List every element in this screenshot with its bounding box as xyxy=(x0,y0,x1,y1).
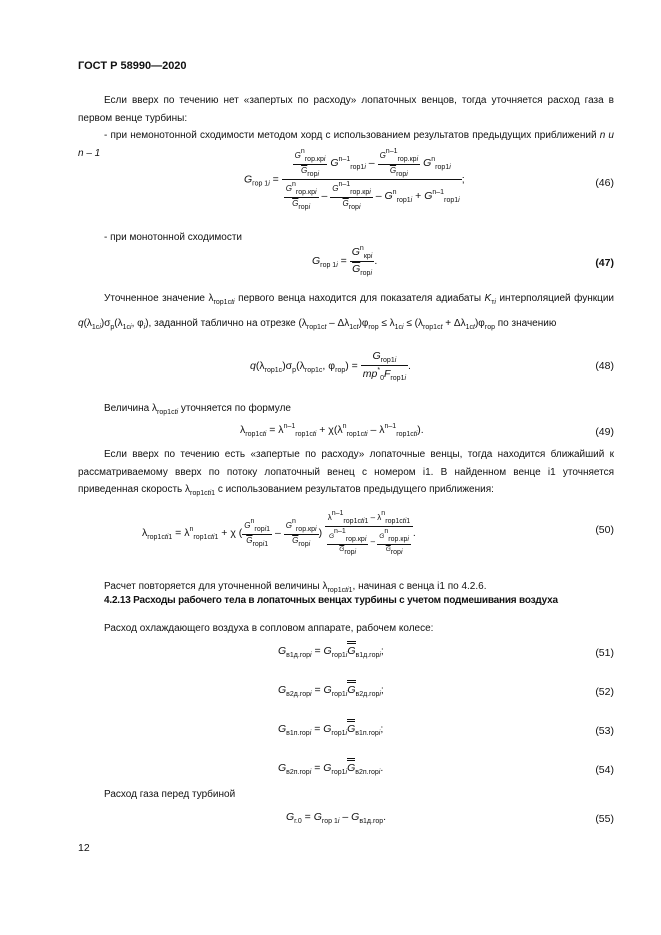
equation-number-47: (47) xyxy=(595,257,614,269)
equation-number-53: (53) xyxy=(595,725,614,737)
standard-header: ГОСТ Р 58990—2020 xyxy=(78,60,187,72)
formula-54: $G_{в2п.горi} = G_{гор1i}G_{в2п.горi}$. xyxy=(278,762,383,776)
section-title-4-2-13: 4.2.13 Расходы рабочего тела в лопаточных венцах турбины с учетом подмешивания воздуха xyxy=(104,595,558,606)
formula-53: $G_{в1п.горi} = G_{гор1i}G_{в1п.горi}$; xyxy=(278,723,383,737)
nonmonotonic-text: - при немонотонной сходимости методом хорд с использованием результатов предыдущих приближений xyxy=(104,130,597,141)
formula-52: $G_{в2д.горi} = G_{гор1i}G_{в2д.горi}$; xyxy=(278,684,384,698)
equation-number-55: (55) xyxy=(595,813,614,825)
equation-number-48: (48) xyxy=(595,360,614,372)
formula-55: $G_{г.0} = G_{гор 1i} - G_{в1д.гор}$. xyxy=(286,811,387,825)
paragraph-locked-rows: Если вверх по течению есть «запертые по расходу» лопаточные венцы, тогда находится ближайший к рассматриваемому вверх по потоку лопаточный венец с номером i1. В найденном венце i1 уточняется приведенная скорость $\lambda_{гор1сti1}$ с использованием результатов предыдущего приближения: xyxy=(78,449,614,497)
paragraph-monotonic: - при монотонной сходимости xyxy=(104,232,243,243)
equation-number-50: (50) xyxy=(595,524,614,536)
formula-49: $\lambda_{гор1сti} = \lambda^{n-1}_{гор1сti} + \chi(\lambda^n_{гор1сti} - \lambda^{n-1}_{гор1сti})$. xyxy=(240,423,424,438)
equation-number-52: (52) xyxy=(595,686,614,698)
equation-number-49: (49) xyxy=(595,426,614,438)
formula-48: $q(\lambda_{гор1с})\sigma_р(\lambda_{гор1с}$, $\varphi_{гор}$) = $\frac{G_{гор1i}}{mp^*_0F_{гор1i}}$ . xyxy=(250,350,411,382)
paragraph-refined-value: Уточненное значение $\lambda_{гор1сti}$ первого венца находится для показателя адиабаты $K_{тi}$ интерполяцией функции $q(\lambda_{1сi})\sigma_р(\lambda_{1сi}$, $\varphi_i$), заданной таблично на отрезке $(\lambda_{гор1сt} - \Delta\lambda_{1сt})\varphi_{гор} \le \lambda_{1сi} \le (\lambda_{гор1сt} + \Delta\lambda_{1сt})\varphi_{гор}$ по значению xyxy=(78,293,615,331)
paragraph-gas-flow: Расход газа перед турбиной xyxy=(104,789,236,800)
paragraph-no-locked-rows: Если вверх по течению нет «запертых по расходу» лопаточных венцов, тогда уточняется расход газа в первом венце турбины: xyxy=(78,95,614,124)
formula-47: $G_{гор 1i}$ = $\frac{G^n_{крi}}{\overline{G}_{горi}}$ . xyxy=(312,245,378,277)
formula-50: $\lambda_{гор1сti1} = \lambda^n_{гор1сti1} + \chi$ ( $\frac{\text{Gnгорi1}}{\overline{G}горi1}$ – $\frac{\text{Gnгор.крi}}{\overline{G}горi}$ ) λn–1гор1сti1 – λnгор1сti1 $\frac{\text{Gn–1гор.крi}}{\overline{G}горi}$ – $\frac{\text{Gnгор.крi}}{\overline{G}горi}$ . xyxy=(142,510,416,556)
paragraph-repeat: Расчет повторяется для уточненной величины $\lambda_{гор1сti1}$, начиная с венца i1 по 4.2.6. xyxy=(104,581,487,594)
nonmonotonic-iterations: n и n – 1 xyxy=(78,130,614,159)
formula-51: $G_{в1д.горi} = G_{гор1i}G_{в1д.горi}$; xyxy=(278,645,384,659)
equation-number-51: (51) xyxy=(595,647,614,659)
equation-number-46: (46) xyxy=(595,177,614,189)
paragraph-magnitude: Величина $\lambda_{гор1сti}$ уточняется по формуле xyxy=(104,403,291,416)
formula-46: $G_{гор 1i}$ = $\frac{\text{Gnгор.крi}}{\overline{G}горi}$ $G^{n-1}_{гор1i}$ – $\frac{\text{Gn–1гор.крi}}{\overline{G}горi}$ $G^n_{гор1i}$ $\frac{\text{Gnгор.крi}}{\overline{G}горi}$ – $\frac{\text{Gn–1гор.крi}}{\overline{G}горi}$ – $G^n_{гор1i} + G^{n-1}_{гор1i}$ ; xyxy=(244,148,465,211)
equation-number-54: (54) xyxy=(595,764,614,776)
paragraph-cooling-air: Расход охлаждающего воздуха в сопловом аппарате, рабочем колесе: xyxy=(104,623,434,634)
page-number: 12 xyxy=(78,842,90,854)
